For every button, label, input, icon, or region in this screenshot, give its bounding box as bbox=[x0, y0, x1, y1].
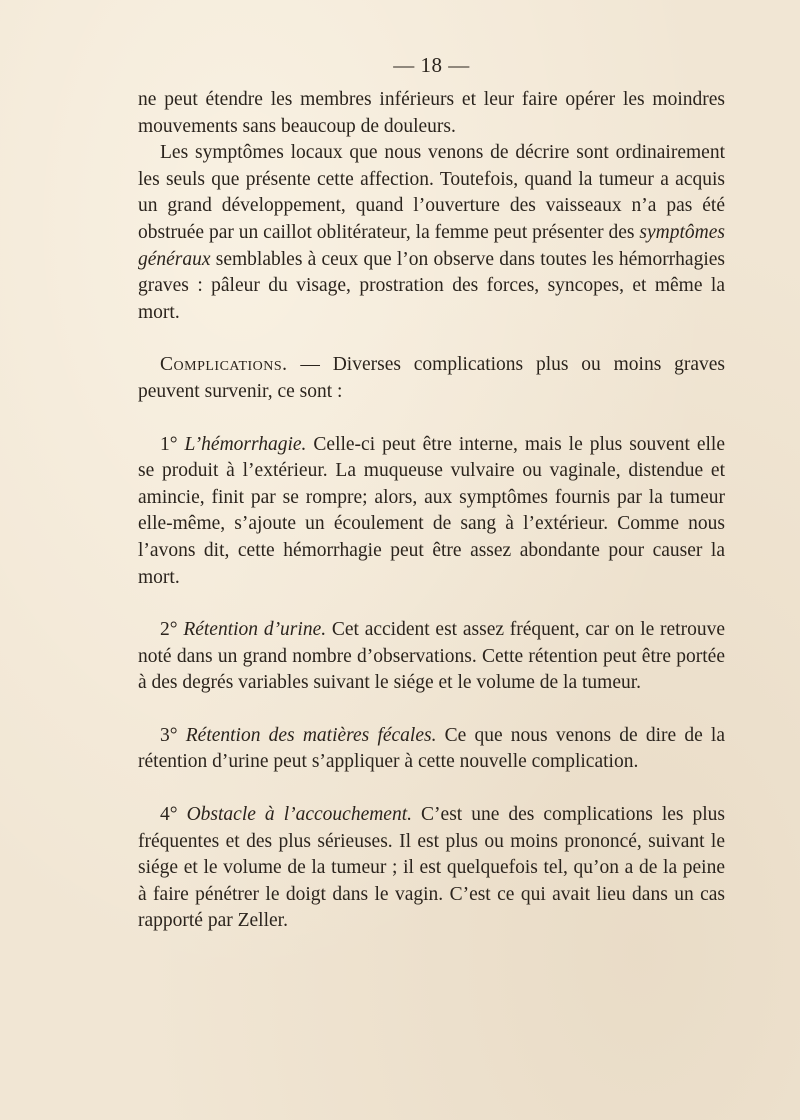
item-title: L’hémorrhagie. bbox=[184, 433, 307, 455]
paragraph-text: semblables à ceux que l’on observe dans toutes les hémorrhagies graves : pâleur du visage, prostration des forces, syncopes, et même la mort. bbox=[138, 248, 725, 323]
book-page bbox=[138, 52, 725, 935]
list-item-hemorrhage bbox=[138, 432, 725, 592]
item-text: Cet accident est assez fréquent, car on le retrouve noté dans un grand nombre d’observations. Cette rétention peut être portée à des degrés variables suivant le siége et le volume de la tumeur. bbox=[138, 619, 725, 694]
paragraph-complications bbox=[138, 352, 725, 405]
section-heading: Complications. bbox=[160, 354, 288, 376]
item-title: Obstacle à l’accouchement. bbox=[186, 804, 413, 826]
paragraph-text: Les symptômes locaux que nous venons de décrire sont ordinairement les seuls que présente cette affection. Toutefois, quand la tumeur a acquis un grand développement, quand l’ouverture des vaisseaux n’a pas été obstruée par un caillot oblitérateur, la femme peut présenter des bbox=[138, 142, 725, 243]
list-item-urine-retention bbox=[138, 617, 725, 697]
item-text: C’est une des complications les plus fréquentes et des plus sérieuses. Il est plus ou moins prononcé, suivant le siége et le volume de la tumeur ; il est quelquefois tel, qu’on a de la peine à faire pénétrer le doigt dans le vagin. C’est ce qui avait lieu dans un cas rapporté par Zeller. bbox=[138, 804, 726, 932]
paragraph-local-symptoms bbox=[138, 140, 725, 326]
italic-term: symptômes généraux bbox=[138, 221, 725, 270]
paragraph-text: — Diverses complications plus ou moins graves peuvent survenir, ce sont : bbox=[138, 354, 725, 402]
item-number: 1° bbox=[160, 433, 178, 455]
item-title: Rétention d’urine. bbox=[183, 619, 327, 641]
paragraph-continuation: ne peut étendre les membres inférieurs et leur faire opérer les moindres mouvements sans beaucoup de douleurs. bbox=[138, 89, 725, 137]
item-text: Ce que nous venons de dire de la rétention d’urine peut s’appliquer à cette nouvelle complication. bbox=[138, 724, 725, 773]
page-number: — 18 — bbox=[393, 53, 470, 77]
item-number: 4° bbox=[160, 804, 178, 826]
item-text: Celle-ci peut être interne, mais le plus souvent elle se produit à l’extérieur. La muqueuse vulvaire ou vaginale, distendue et amincie, finit par se rompre; alors, aux symptômes fournis par la tumeur elle-même, s’ajoute un écoulement de sang à l’extérieur. Comme nous l’avons dit, cette hémorrhagie peut être assez abondante pour causer la mort. bbox=[138, 433, 725, 588]
list-item-childbirth-obstacle bbox=[138, 802, 725, 935]
item-number: 2° bbox=[160, 619, 178, 641]
item-title: Rétention des matières fécales. bbox=[185, 724, 437, 746]
item-number: 3° bbox=[160, 724, 178, 746]
list-item-fecal-retention bbox=[138, 723, 725, 776]
